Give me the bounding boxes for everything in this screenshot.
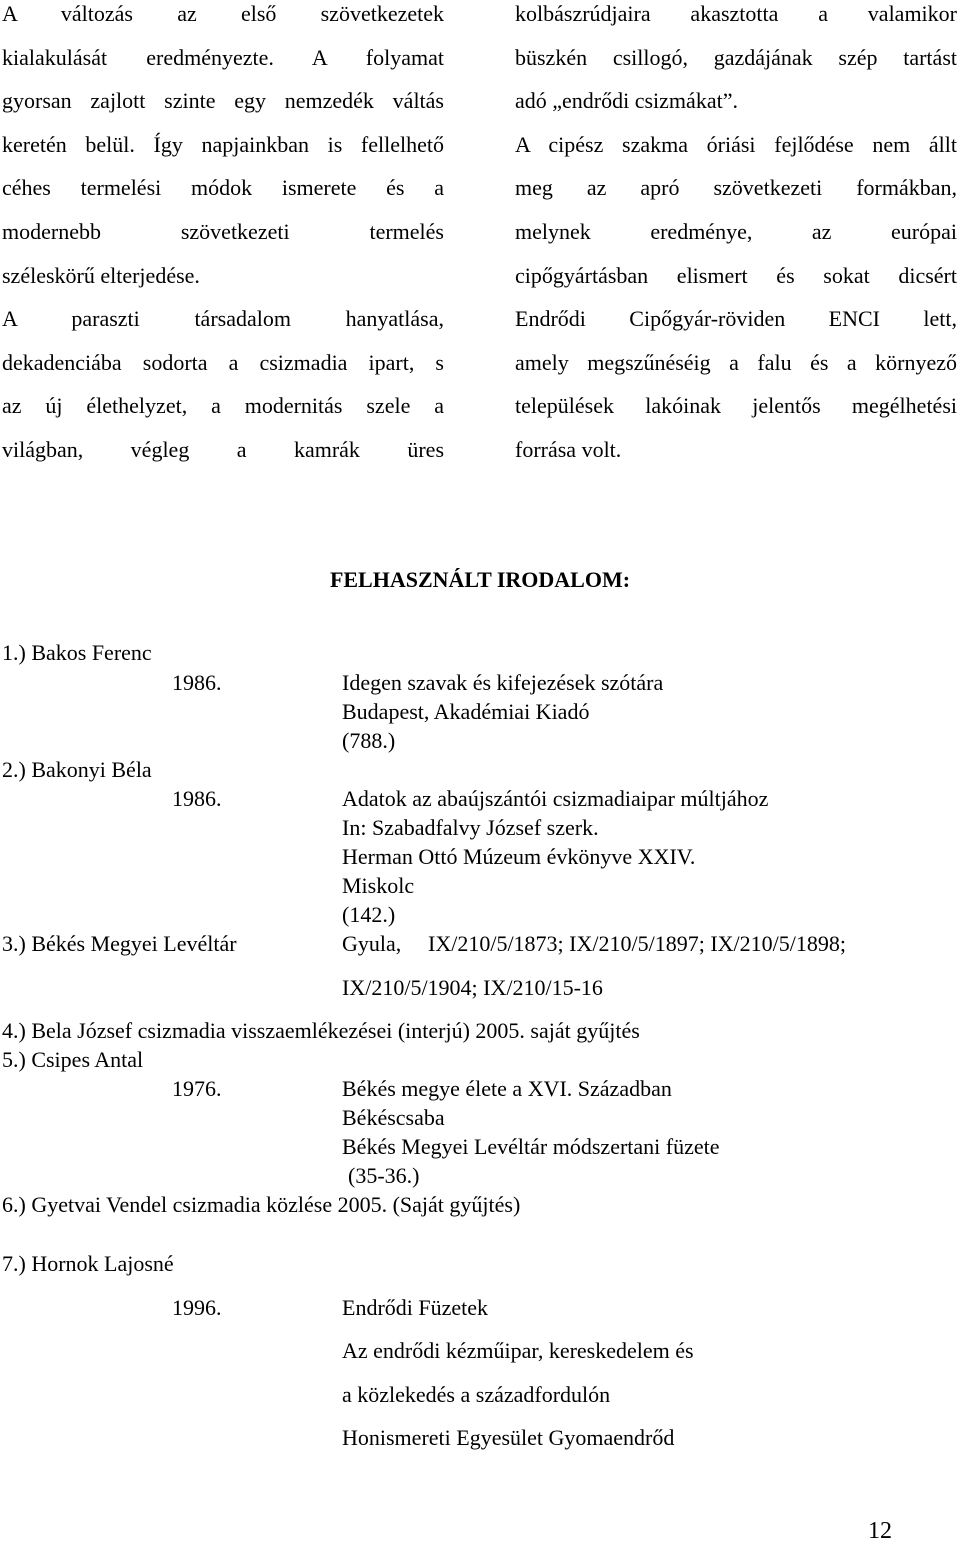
text-line: amely megszűnéséig a falu és a környező	[515, 349, 957, 375]
bibliography-heading: FELHASZNÁLT IRODALOM:	[329, 567, 631, 592]
text-line: büszkén csillogó, gazdájának szép tartást	[515, 44, 957, 70]
text-line: széleskörű elterjedése.	[2, 262, 200, 288]
ref-publisher: Honismereti Egyesület Gyomaendrőd	[342, 1425, 675, 1450]
text-line: modernebb szövetkezeti termelés	[2, 218, 444, 244]
text-line: cipőgyártásban elismert és sokat dicsért	[515, 262, 957, 288]
ref-entry: 6.) Gyetvai Vendel csizmadia közlése 2005. (Saját gyűjtés)	[2, 1192, 521, 1217]
ref-series: Békés Megyei Levéltár módszertani füzete	[342, 1134, 720, 1159]
text-line: kialakulását eredményezte. A folyamat	[2, 44, 444, 70]
ref-in: In: Szabadfalvy József szerk.	[342, 815, 599, 840]
text-line: az új élethelyzet, a modernitás szele a	[2, 393, 444, 419]
text-line: A cipész szakma óriási fejlődése nem állt	[515, 131, 957, 157]
ref-archive-ids: IX/210/5/1904; IX/210/15-16	[342, 975, 603, 1000]
right-text-column	[515, 0, 957, 480]
ref-year: 1986.	[172, 786, 222, 811]
ref-series: Herman Ottó Múzeum évkönyve XXIV.	[342, 844, 696, 869]
ref-year: 1976.	[172, 1076, 222, 1101]
text-line: A paraszti társadalom hanyatlása,	[2, 306, 444, 332]
ref-pages: (142.)	[342, 902, 396, 927]
text-line: kolbászrúdjaira akasztotta a valamikor	[515, 1, 957, 26]
ref-archive-ids: IX/210/5/1873; IX/210/5/1897; IX/210/5/1898;	[428, 931, 846, 956]
page-number: 12	[868, 1518, 892, 1544]
text-line: keretén belül. Így napjainkban is fellelhető	[2, 131, 444, 157]
text-line: melynek eredménye, az európai	[515, 218, 957, 244]
text-line: A változás az első szövetkezetek	[2, 1, 444, 26]
ref-author: 7.) Hornok Lajosné	[2, 1251, 174, 1276]
ref-pages: (788.)	[342, 728, 396, 753]
ref-place: Gyula,	[342, 931, 402, 956]
text-line: dekadenciába sodorta a csizmadia ipart, s	[2, 349, 444, 375]
ref-author: 1.) Bakos Ferenc	[2, 640, 152, 665]
text-line: meg az apró szövetkezeti formákban,	[515, 175, 957, 201]
ref-publisher: Budapest, Akadémiai Kiadó	[342, 699, 590, 724]
ref-author: 2.) Bakonyi Béla	[2, 757, 152, 782]
left-text-column	[2, 0, 444, 480]
ref-series: Endrődi Füzetek	[342, 1295, 489, 1320]
text-line: világban, végleg a kamrák üres	[2, 436, 444, 462]
text-line: forrása volt.	[515, 436, 622, 462]
text-line: Endrődi Cipőgyár-röviden ENCI lett,	[515, 306, 957, 332]
ref-title: Az endrődi kézműipar, kereskedelem és	[342, 1338, 694, 1363]
text-line: adó „endrődi csizmákat”.	[515, 88, 738, 114]
ref-entry: 4.) Bela József csizmadia visszaemlékezései (interjú) 2005. saját gyűjtés	[2, 1018, 640, 1043]
ref-title: a közlekedés a századfordulón	[342, 1382, 611, 1407]
ref-author: 5.) Csipes Antal	[2, 1047, 144, 1072]
ref-pages: (35-36.)	[348, 1163, 420, 1188]
ref-place: Békéscsaba	[342, 1105, 445, 1130]
ref-author: 3.) Békés Megyei Levéltár	[2, 931, 237, 956]
ref-place: Miskolc	[342, 873, 415, 898]
ref-year: 1986.	[172, 670, 222, 695]
text-line: gyorsan zajlott szinte egy nemzedék váltás	[2, 88, 444, 114]
ref-title: Idegen szavak és kifejezések szótára	[342, 670, 664, 695]
ref-title: Adatok az abaújszántói csizmadiaipar múltjához	[342, 786, 769, 811]
text-line: települések lakóinak jelentős megélhetési	[515, 393, 957, 419]
ref-title: Békés megye élete a XVI. Században	[342, 1076, 672, 1101]
ref-year: 1996.	[172, 1295, 222, 1320]
text-line: céhes termelési módok ismerete és a	[2, 175, 444, 201]
